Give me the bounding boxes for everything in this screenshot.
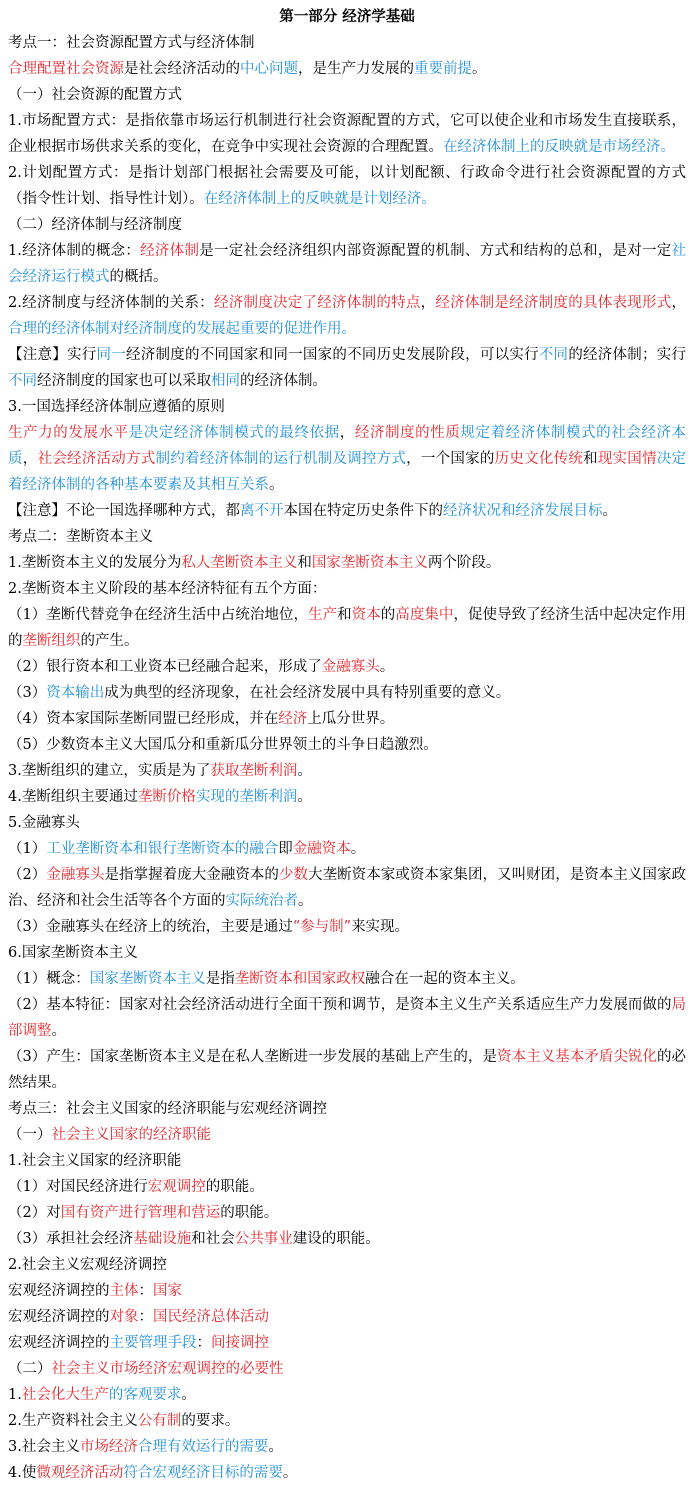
paragraph	[8, 1226, 686, 1252]
paragraph	[8, 966, 686, 992]
text-run: ：	[138, 1309, 153, 1325]
text-run: （二）	[8, 1361, 52, 1377]
text-run: 经济制度的国家也可以采取	[37, 373, 211, 389]
text-run: 【注意】不论一国选择哪种方式，都	[8, 503, 240, 519]
text-run: 。	[472, 61, 487, 77]
point-2-heading	[8, 524, 686, 550]
highlight-red: 基础设施	[133, 1231, 192, 1247]
text-run: 是一定社会经济组织内部资源配置的机制、方式和结构的总和，是对一定	[199, 243, 672, 259]
text-run: 。	[181, 1387, 196, 1403]
text-run: 经济制度的不同国家和同一国家的不同历史发展阶段，可以实行	[125, 347, 539, 363]
highlight-red: 合理配置社会资源	[8, 61, 124, 77]
text-run: 大垄断资本家或资本家集团，又叫财团，是资本主义国家政治、经济和社会生活等各个方面的	[8, 867, 687, 909]
text-run: ，是生产力发展的	[298, 61, 414, 77]
highlight-blue: 实现的垄断利润	[195, 789, 298, 805]
text-run: ，促使导致了经济生活中起决定作用的	[8, 607, 687, 649]
paragraph	[8, 706, 686, 732]
paragraph	[8, 1252, 686, 1278]
paragraph	[8, 1174, 686, 1200]
document-body	[8, 30, 686, 1486]
paragraph	[8, 1382, 686, 1408]
highlight-red: 社会化大生产	[21, 1387, 109, 1403]
highlight-red: 社会经济活动方式	[37, 451, 156, 467]
highlight-blue: 经济状况和经济发展目标	[443, 503, 603, 519]
text-run: 和	[583, 451, 598, 467]
text-run: 4.垄断组织主要通过	[8, 789, 138, 805]
paragraph	[8, 1044, 686, 1096]
document-title: 第一部分 经济学基础	[279, 8, 415, 25]
paragraph	[8, 1304, 686, 1330]
highlight-red: 经济	[278, 711, 308, 727]
highlight-blue: 重要前提	[414, 61, 472, 77]
text-run: （5）少数资本主义大国瓜分和重新瓜分世界领土的斗争日趋激烈。	[8, 737, 438, 753]
highlight-blue: 不同	[538, 347, 569, 363]
paragraph	[8, 680, 686, 706]
highlight-red: 金融寡头	[321, 659, 380, 675]
text-run: 2.经济制度与经济体制的关系：	[8, 295, 214, 311]
text-run: 2.生产资料社会主义	[8, 1413, 138, 1429]
text-run: （2）基本特征：国家对社会经济活动进行全面干预和调节，是资本主义生产关系适应生产力发展而做的	[8, 997, 672, 1013]
highlight-blue: 合理有效运行的需要	[137, 1439, 269, 1455]
highlight-red: 高度集中	[395, 607, 454, 623]
point-3-heading	[8, 1096, 686, 1122]
highlight-red: 历史文化传统	[494, 451, 584, 467]
text-run: 。	[298, 893, 313, 909]
highlight-red: “参与制”	[292, 919, 352, 935]
highlight-red: 社会主义国家的经济职能	[51, 1127, 211, 1143]
text-run: 的	[380, 607, 396, 623]
text-run: （1）	[8, 841, 47, 857]
highlight-red: 国民经济总体活动	[153, 1309, 269, 1325]
text-run: 来实现。	[351, 919, 410, 935]
text-run: （3）金融寡头在经济上的统治，主要是通过	[8, 919, 293, 935]
text-run: 3.一国选择经济体制应遵循的原则	[8, 399, 225, 415]
highlight-blue: 制约着经济体制的运行机制及调控方式	[155, 451, 407, 467]
text-run: 。	[269, 477, 284, 493]
highlight-blue: 在经济体制上的反映就是计划经济。	[203, 191, 436, 207]
highlight-red: 经济制度决定了经济体制的特点	[213, 295, 421, 311]
text-run: （二）经济体制与经济制度	[8, 217, 182, 233]
text-run: ，	[420, 295, 436, 311]
highlight-blue: 是决定经济体制模式的最终依据	[128, 425, 340, 441]
paragraph	[8, 108, 686, 160]
paragraph	[8, 654, 686, 680]
text-run: 宏观经济调控的	[8, 1335, 110, 1351]
text-run: 2.垄断资本主义阶段的基本经济特征有五个方面：	[8, 581, 327, 597]
highlight-blue: 决定着经济体制的各种基本要素及其相互关系	[8, 451, 687, 493]
text-run: 两个阶段。	[427, 555, 501, 571]
text-run: （2）银行资本和工业资本已经融合起来，形成了	[8, 659, 322, 675]
highlight-red: 获取垄断利润	[210, 763, 298, 779]
text-run: （1）对国民经济进行	[8, 1179, 148, 1195]
paragraph	[8, 290, 686, 342]
text-run: 上瓜分世界。	[307, 711, 395, 727]
text-run: 。	[602, 503, 617, 519]
text-run: 的要求。	[181, 1413, 240, 1429]
paragraph	[8, 238, 686, 290]
text-run: 。	[282, 1465, 298, 1481]
text-run: 的经济体制。	[240, 373, 327, 389]
paragraph	[8, 576, 686, 602]
highlight-red: 资本	[351, 607, 381, 623]
highlight-blue: 相同	[211, 373, 240, 389]
highlight-blue: 同一	[96, 347, 126, 363]
note	[8, 498, 686, 524]
text-run: 的职能。	[205, 1179, 264, 1195]
text-run: 。	[268, 1439, 283, 1455]
highlight-red: 微观经济活动	[36, 1465, 124, 1481]
text-run: 5.金融寡头	[8, 815, 80, 831]
text-run: （一）社会资源的配置方式	[8, 87, 182, 103]
highlight-red: 生产	[308, 607, 338, 623]
highlight-red: 资本主义基本矛盾尖锐化	[497, 1049, 657, 1065]
highlight-red: 市场经济	[79, 1439, 138, 1455]
highlight-blue: 工业垄断资本和银行垄断资本的融合	[46, 841, 279, 857]
text-run: 4.使	[8, 1465, 37, 1481]
text-run: 的必然结果。	[8, 1049, 686, 1091]
highlight-red: 公共事业	[234, 1231, 293, 1247]
text-run: ，	[339, 425, 355, 441]
paragraph	[8, 602, 686, 654]
highlight-blue: 的客观要求	[108, 1387, 182, 1403]
text-run: ：	[196, 1335, 211, 1351]
section-heading	[8, 82, 686, 108]
text-run: 3.社会主义	[8, 1439, 80, 1455]
text-run: 6.国家垄断资本主义	[8, 945, 138, 961]
highlight-red: 宏观调控	[147, 1179, 206, 1195]
text-run: 1.社会主义国家的经济职能	[8, 1153, 182, 1169]
text-run: 考点一：社会资源配置方式与经济体制	[8, 35, 255, 51]
text-run: （3）	[8, 685, 47, 701]
paragraph	[8, 394, 686, 420]
highlight-blue: 不同	[8, 373, 37, 389]
paragraph	[8, 784, 686, 810]
paragraph	[8, 1278, 686, 1304]
highlight-red: 国家	[153, 1283, 182, 1299]
text-run: 1.	[8, 1387, 22, 1403]
highlight-red: 间接调控	[211, 1335, 269, 1351]
text-run: 1.垄断资本主义的发展分为	[8, 555, 182, 571]
text-run: 是社会经济活动的	[124, 61, 240, 77]
paragraph	[8, 940, 686, 966]
highlight-red: 金融资本	[292, 841, 351, 857]
paragraph	[8, 732, 686, 758]
text-run: 和	[337, 607, 352, 623]
text-run: 是指掌握着庞大金融资本的	[104, 867, 279, 883]
highlight-red: 私人垄断资本主义	[181, 555, 298, 571]
text-run: （3）承担社会经济	[8, 1231, 134, 1247]
highlight-blue: 在经济体制上的反映就是市场经济。	[443, 139, 675, 155]
text-run: ，一个国家的	[406, 451, 495, 467]
highlight-blue: 社会经济运行模式	[8, 243, 687, 285]
point-1-heading	[8, 30, 686, 56]
text-run: （2）对	[8, 1205, 61, 1221]
text-run: 3.垄断组织的建立，实质是为了	[8, 763, 211, 779]
highlight-blue: 合理的经济体制对经济制度的发展起重要的促进作用。	[8, 321, 356, 337]
highlight-red: 公有制	[137, 1413, 182, 1429]
paragraph	[8, 758, 686, 784]
text-run: （1）垄断代替竞争在经济生活中占统治地位，	[8, 607, 309, 623]
highlight-blue: 符合宏观经济目标的需要	[123, 1465, 283, 1481]
highlight-red: 对象	[109, 1309, 139, 1325]
text-run: （3）产生：国家垄断资本主义是在私人垄断进一步发展的基础上产生的，是	[8, 1049, 498, 1065]
text-run: （1）概念：	[8, 971, 90, 987]
highlight-blue: 实际统治者	[225, 893, 298, 909]
paragraph	[8, 56, 686, 82]
highlight-red: 社会主义市场经济宏观调控的必要性	[51, 1361, 284, 1377]
text-run: 本国在特定历史条件下的	[283, 503, 443, 519]
paragraph	[8, 1408, 686, 1434]
text-run: 。	[297, 763, 312, 779]
text-run: （4）资本家国际垄断同盟已经形成，并在	[8, 711, 279, 727]
paragraph	[8, 836, 686, 862]
text-run: ：	[138, 1283, 153, 1299]
highlight-red: 局部调整	[8, 997, 686, 1039]
text-run: 和社会	[191, 1231, 235, 1247]
text-run: ，	[671, 295, 687, 311]
highlight-red: 国家垄断资本主义	[311, 555, 428, 571]
paragraph	[8, 992, 686, 1044]
text-run: 的概括。	[109, 269, 168, 285]
text-run: 。	[350, 841, 366, 857]
highlight-blue: 资本输出	[46, 685, 105, 701]
paragraph	[8, 550, 686, 576]
paragraph	[8, 1200, 686, 1226]
text-run: 。	[379, 659, 395, 675]
text-run: 是指	[205, 971, 235, 987]
note	[8, 342, 686, 394]
highlight-red: 金融寡头	[46, 867, 105, 883]
text-run: 即	[278, 841, 293, 857]
text-run: 建设的职能。	[292, 1231, 380, 1247]
text-run: 成为典型的经济现象，在社会经济发展中具有特别重要的意义。	[104, 685, 511, 701]
text-run: 宏观经济调控的	[8, 1309, 110, 1325]
text-run: 【注意】实行	[8, 347, 97, 363]
text-run: 的产生。	[80, 633, 139, 649]
text-run: 2.社会主义宏观经济调控	[8, 1257, 167, 1273]
text-run: 的职能。	[220, 1205, 279, 1221]
text-run: 1.市场配置方式：是指依靠市场运行机制进行社会资源配置的方式，它可以使企业和市场发生直接联系，企业根据市场供求关系的变化，在竞争中实现社会资源的合理配置。	[8, 113, 686, 155]
text-run: 。	[297, 789, 312, 805]
highlight-red: 经济制度的性质	[354, 425, 461, 441]
paragraph	[8, 160, 686, 212]
highlight-blue: 离不开	[240, 503, 284, 519]
paragraph	[8, 1330, 686, 1356]
highlight-blue: 中心问题	[240, 61, 298, 77]
text-run: 1.经济体制的概念：	[8, 243, 141, 259]
section-heading	[8, 1122, 686, 1148]
paragraph	[8, 862, 686, 914]
text-run: 考点三：社会主义国家的经济职能与宏观经济调控	[8, 1101, 327, 1117]
text-run: （2）	[8, 867, 47, 883]
paragraph	[8, 1460, 686, 1486]
section-heading	[8, 1356, 686, 1382]
highlight-red: 少数	[278, 867, 309, 883]
text-run: 的经济体制；实行	[568, 347, 687, 363]
highlight-red: 垄断资本和国家政权	[234, 971, 366, 987]
highlight-blue: 主要管理手段	[109, 1335, 197, 1351]
text-run: （一）	[8, 1127, 52, 1143]
highlight-red: 主体	[109, 1283, 139, 1299]
highlight-red: 垄断组织	[22, 633, 81, 649]
highlight-red: 生产力的发展水平	[8, 425, 129, 441]
text-run: 。	[51, 1023, 66, 1039]
highlight-blue: 规定着经济体制模式的社会经济本质	[8, 425, 687, 467]
text-run: ，	[22, 451, 38, 467]
paragraph	[8, 1434, 686, 1460]
highlight-red: 经济体制是经济制度的具体表现形式	[435, 295, 672, 311]
text-run: 和	[297, 555, 312, 571]
text-run: 2.计划配置方式：是指计划部门根据社会需要及可能，以计划配额、行政命令进行社会资源配置的方式（指令性计划、指导性计划）。	[8, 165, 686, 207]
highlight-red: 垄断价格	[137, 789, 196, 805]
text-run: 宏观经济调控的	[8, 1283, 110, 1299]
paragraph	[8, 1148, 686, 1174]
paragraph	[8, 914, 686, 940]
highlight-red: 国有资产进行管理和营运	[60, 1205, 221, 1221]
highlight-red: 现实国情	[597, 451, 657, 467]
highlight-red: 经济体制	[140, 243, 200, 259]
text-run: 考点二：垄断资本主义	[8, 529, 153, 545]
highlight-blue: 国家垄断资本主义	[89, 971, 206, 987]
paragraph	[8, 420, 686, 498]
text-run: 融合在一起的资本主义。	[365, 971, 525, 987]
section-heading	[8, 212, 686, 238]
paragraph	[8, 810, 686, 836]
